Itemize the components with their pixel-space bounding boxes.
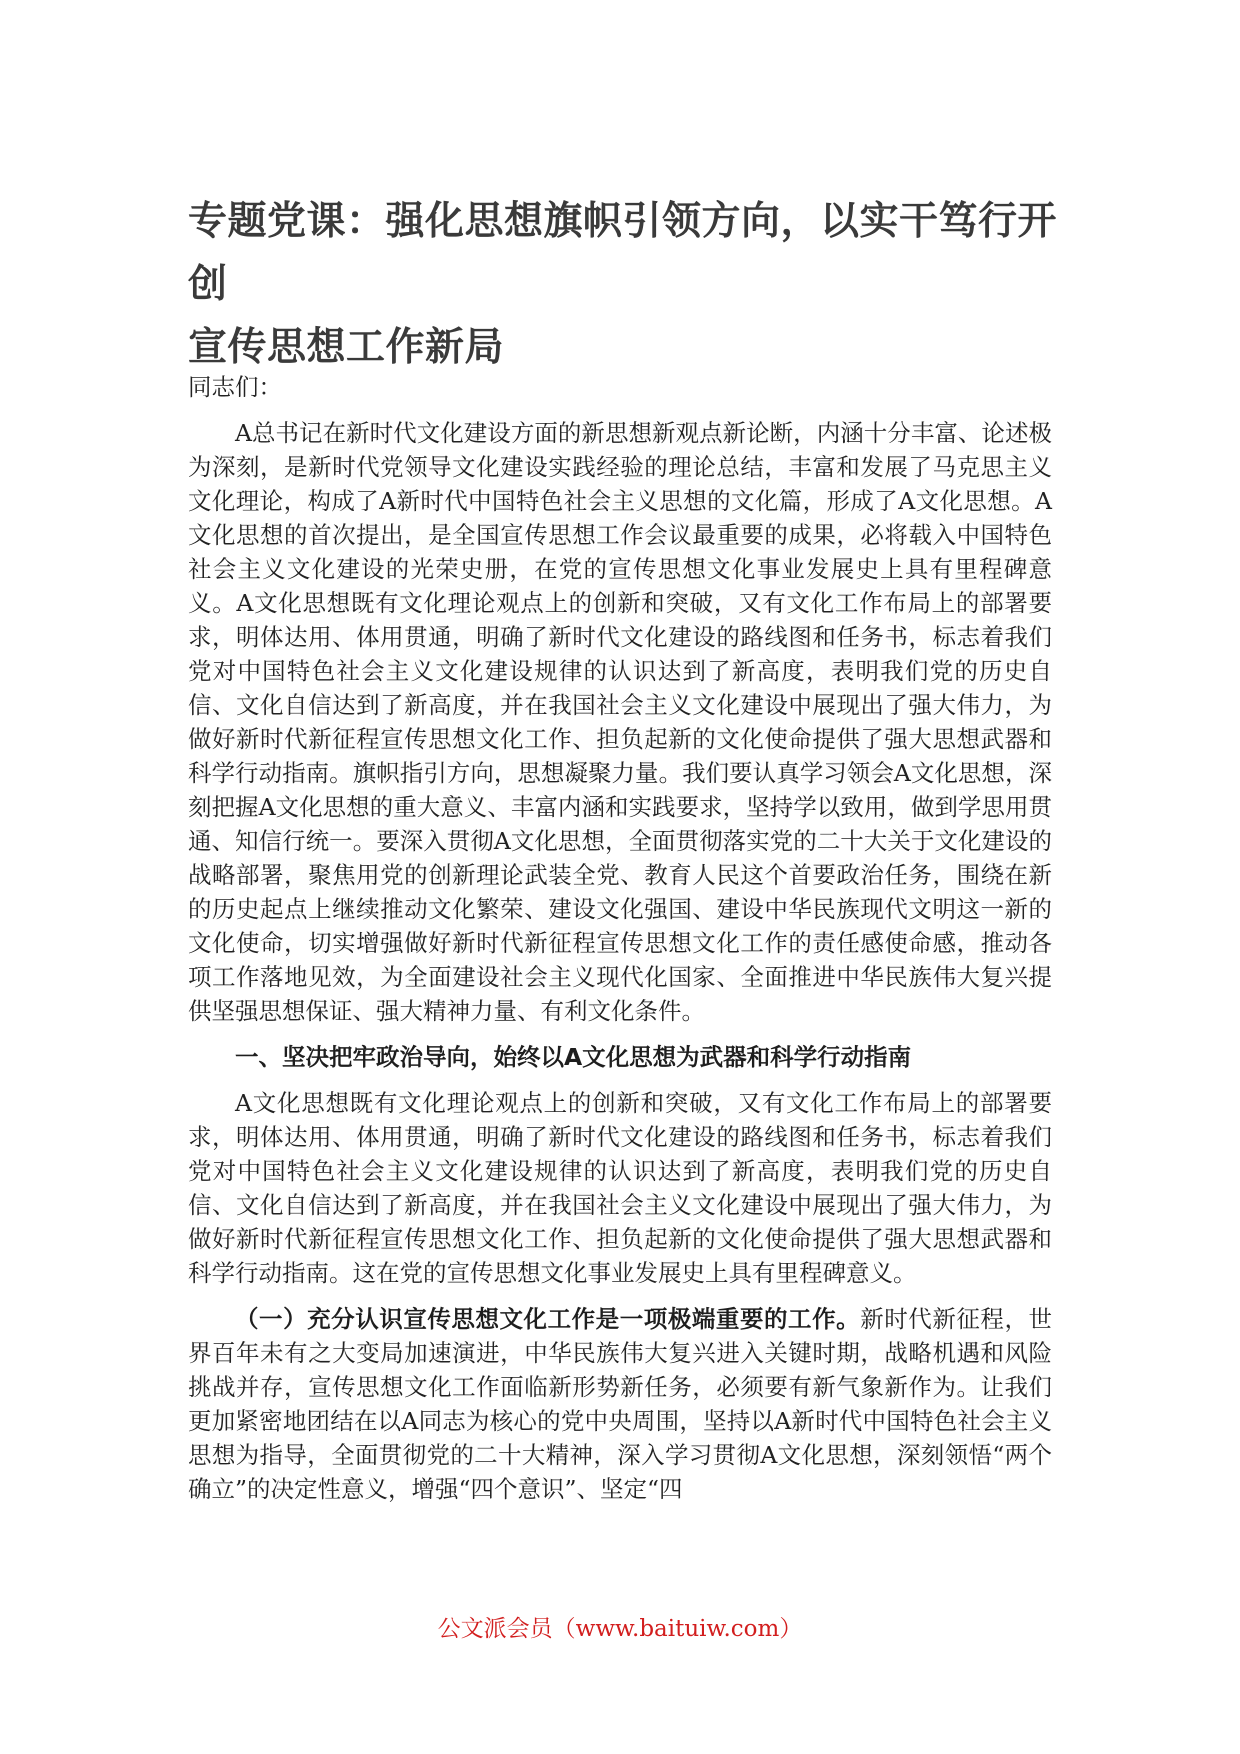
document-body <box>188 370 1052 1518</box>
title-line-1: 专题党课：强化思想旗帜引领方向，以实干笃行开创 <box>188 199 1058 307</box>
salutation: 同志们： <box>188 373 282 401</box>
footer-watermark: 公文派会员（www.baituiw.com） <box>437 1616 803 1642</box>
section-heading-1: 一、坚决把牢政治导向，始终以A文化思想为武器和科学行动指南 <box>235 1043 912 1071</box>
title-line-2: 宣传思想工作新局 <box>188 325 505 370</box>
paragraph-intro: A总书记在新时代文化建设方面的新思想新观点新论断，内涵十分丰富、论述极为深刻，是新时代党领导文化建设实践经验的理论总结，丰富和发展了马克思主义文化理论，构成了A新时代中国特色社会主义思想的文化篇，形成了A文化思想。A文化思想的首次提出，是全国宣传思想工作会议最重要的成果，必将载入中国特色社会主义文化建设的光荣史册，在党的宣传思想文化事业发展史上具有里程碑意义。A文化思想既有文化理论观点上的创新和突破，又有文化工作布局上的部署要求，明体达用、体用贯通，明确了新时代文化建设的路线图和任务书，标志着我们党对中国特色社会主义文化建设规律的认识达到了新高度，表明我们党的历史自信、文化自信达到了新高度，并在我国社会主义文化建设中展现出了强大伟力，为做好新时代新征程宣传思想文化工作、担负起新的文化使命提供了强大思想武器和科学行动指南。旗帜指引方向，思想凝聚力量。我们要认真学习领会A文化思想，深刻把握A文化思想的重大意义、丰富内涵和实践要求，坚持学以致用，做到学思用贯通、知信行统一。要深入贯彻A文化思想，全面贯彻落实党的二十大关于文化建设的战略部署，聚焦用党的创新理论武装全党、教育人民这个首要政治任务，围绕在新的历史起点上继续推动文化繁荣、建设文化强国、建设中华民族现代文明这一新的文化使命，切实增强做好新时代新征程宣传思想文化工作的责任感使命感，推动各项工作落地见效，为全面建设社会主义现代化国家、全面推进中华民族伟大复兴提供坚强思想保证、强大精神力量、有利文化条件。 <box>188 419 1052 1025</box>
subsection-1-text: 新时代新征程，世界百年未有之大变局加速演进，中华民族伟大复兴进入关键时期，战略机遇和风险挑战并存，宣传思想文化工作面临新形势新任务，必须要有新气象新作为。让我们更加紧密地团结在以A同志为核心的党中央周围，坚持以A新时代中国特色社会主义思想为指导，全面贯彻党的二十大精神，深入学习贯彻A文化思想，深刻领悟“两个确立”的决定性意义，增强“四个意识”、坚定“四 <box>188 1305 1053 1503</box>
paragraph-section-1: A文化思想既有文化理论观点上的创新和突破，又有文化工作布局上的部署要求，明体达用、体用贯通，明确了新时代文化建设的路线图和任务书，标志着我们党对中国特色社会主义文化建设规律的认识达到了新高度，表明我们党的历史自信、文化自信达到了新高度，并在我国社会主义文化建设中展现出了强大伟力，为做好新时代新征程宣传思想文化工作、担负起新的文化使命提供了强大思想武器和科学行动指南。这在党的宣传思想文化事业发展史上具有里程碑意义。 <box>188 1089 1052 1287</box>
document-title <box>188 190 1058 379</box>
subsection-1-heading: （一）充分认识宣传思想文化工作是一项极端重要的工作。 <box>235 1305 861 1333</box>
paragraph-subsection-1 <box>188 1302 1052 1506</box>
